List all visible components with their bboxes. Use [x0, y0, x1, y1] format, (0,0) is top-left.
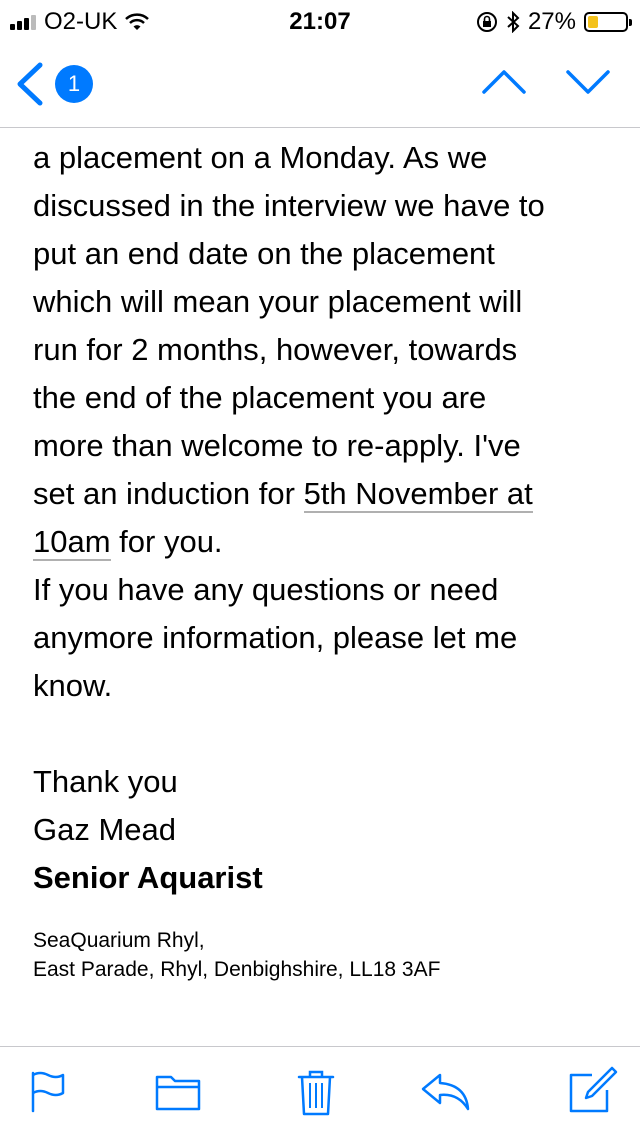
body-line: If you have any questions or need: [33, 572, 499, 607]
date-link[interactable]: 5th November at: [303, 476, 533, 511]
battery-fill: [588, 16, 598, 28]
body-line: which will mean your placement will: [33, 284, 523, 319]
body-line: anymore information, please let me: [33, 620, 518, 655]
sender-address: [33, 926, 613, 984]
body-line: discussed in the interview we have to: [33, 188, 545, 223]
mail-nav-bar: [0, 40, 640, 128]
status-right: [468, 8, 628, 36]
flag-icon[interactable]: [28, 1069, 68, 1113]
status-bar: [0, 0, 640, 40]
sender-role: Senior Aquarist: [33, 860, 263, 895]
address-line-2: East Parade, Rhyl, Denbighshire, LL18 3AF: [33, 958, 441, 981]
body-line: put an end date on the placement: [33, 236, 495, 271]
sender-name: Gaz Mead: [33, 812, 177, 847]
sign-off: Thank you: [33, 764, 178, 799]
orientation-lock-icon: [476, 11, 498, 33]
body-line: [33, 470, 613, 518]
body-line: run for 2 months, however, towards: [33, 332, 518, 367]
date-link-continued[interactable]: 10am: [33, 524, 111, 559]
body-line: the end of the placement you are: [33, 380, 487, 415]
address-line-1: SeaQuarium Rhyl,: [33, 929, 205, 952]
folder-icon[interactable]: [154, 1069, 202, 1113]
bluetooth-icon: [506, 11, 520, 33]
trash-icon[interactable]: [296, 1069, 336, 1117]
body-line: more than welcome to re-apply. I've: [33, 428, 521, 463]
chevron-left-icon[interactable]: [14, 62, 46, 106]
reply-icon[interactable]: [420, 1069, 472, 1113]
chevron-down-icon[interactable]: [564, 66, 612, 96]
body-text: for you.: [110, 524, 223, 559]
unread-badge[interactable]: 1: [55, 65, 93, 103]
body-line: know.: [33, 668, 113, 703]
body-text: set an induction for: [33, 476, 304, 511]
email-body: [33, 134, 613, 984]
chevron-up-icon[interactable]: [480, 66, 528, 96]
body-line: [33, 518, 613, 566]
mail-toolbar: [0, 1046, 640, 1136]
battery-percent: 27%: [527, 8, 576, 35]
body-line: a placement on a Monday. As we: [33, 140, 488, 175]
carrier-name: O2-UK: [44, 8, 118, 35]
battery-icon: [584, 12, 628, 32]
clock: 21:07: [289, 8, 351, 35]
compose-icon[interactable]: [566, 1065, 618, 1115]
